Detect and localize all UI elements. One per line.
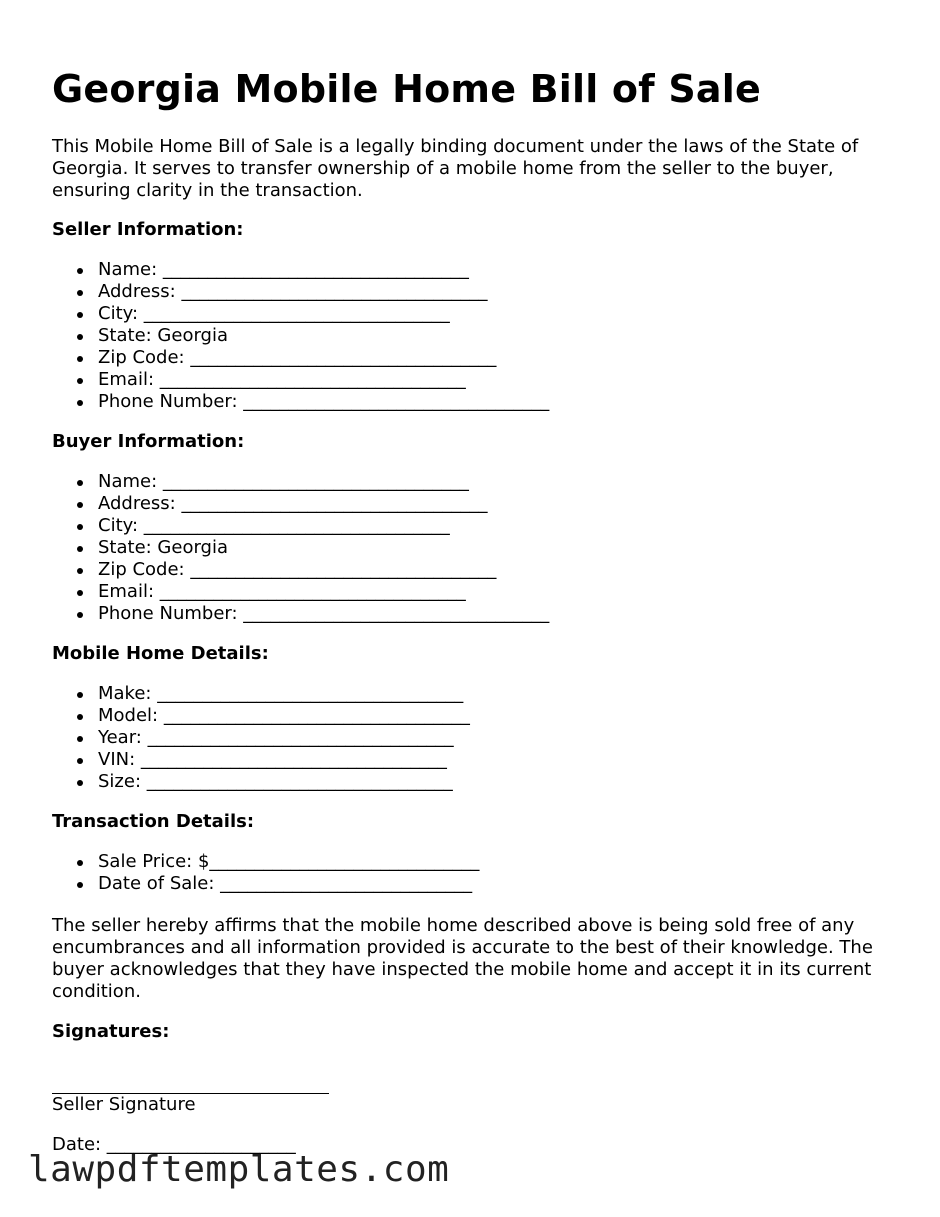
buyer-email-field: Email: __________________________________ [52,581,892,603]
document-title: Georgia Mobile Home Bill of Sale [52,67,761,111]
buyer-zip-field: Zip Code: __________________________________ [52,559,892,581]
mobile-home-heading: Mobile Home Details: [52,643,269,664]
watermark-logo: lawpdftemplates.com [28,1149,450,1190]
vin-field: VIN: __________________________________ [52,749,892,771]
buyer-name-field: Name: __________________________________ [52,471,892,493]
transaction-details-list [52,851,892,895]
closing-paragraph: The seller hereby affirms that the mobile home described above is being sold free of any encumbrances and all information provided is accurate to the best of their knowledge. The buyer acknowledges that they have inspected the mobile home and accept it in its current condition. [52,915,873,1002]
buyer-address-field: Address: __________________________________ [52,493,892,515]
seller-signature-label: Seller Signature [52,1094,196,1115]
seller-signature-line [52,1073,329,1094]
buyer-city-field: City: __________________________________ [52,515,892,537]
seller-city-field: City: __________________________________ [52,303,892,325]
seller-name-field: Name: __________________________________ [52,259,892,281]
signatures-heading: Signatures: [52,1021,170,1042]
mobile-home-details-list [52,683,892,793]
buyer-heading: Buyer Information: [52,431,245,452]
seller-info-list [52,259,892,413]
signature-date-field: Date: _____________________ [52,1134,296,1155]
document [52,62,892,1156]
buyer-state-field: State: Georgia [52,537,892,559]
size-field: Size: __________________________________ [52,771,892,793]
sale-price-field: Sale Price: $______________________________ [52,851,892,873]
buyer-phone-field: Phone Number: __________________________________ [52,603,892,625]
intro-paragraph: This Mobile Home Bill of Sale is a legally binding document under the laws of the State of Georgia. It serves to transfer ownership of a mobile home from the seller to the buyer, ensuring clarity in the transaction. [52,136,859,201]
transaction-heading: Transaction Details: [52,811,255,832]
seller-state-field: State: Georgia [52,325,892,347]
seller-zip-field: Zip Code: __________________________________ [52,347,892,369]
seller-address-field: Address: __________________________________ [52,281,892,303]
year-field: Year: __________________________________ [52,727,892,749]
seller-phone-field: Phone Number: __________________________________ [52,391,892,413]
buyer-info-list [52,471,892,625]
seller-email-field: Email: __________________________________ [52,369,892,391]
make-field: Make: __________________________________ [52,683,892,705]
date-of-sale-field: Date of Sale: ____________________________ [52,873,892,895]
seller-heading: Seller Information: [52,219,244,240]
model-field: Model: __________________________________ [52,705,892,727]
